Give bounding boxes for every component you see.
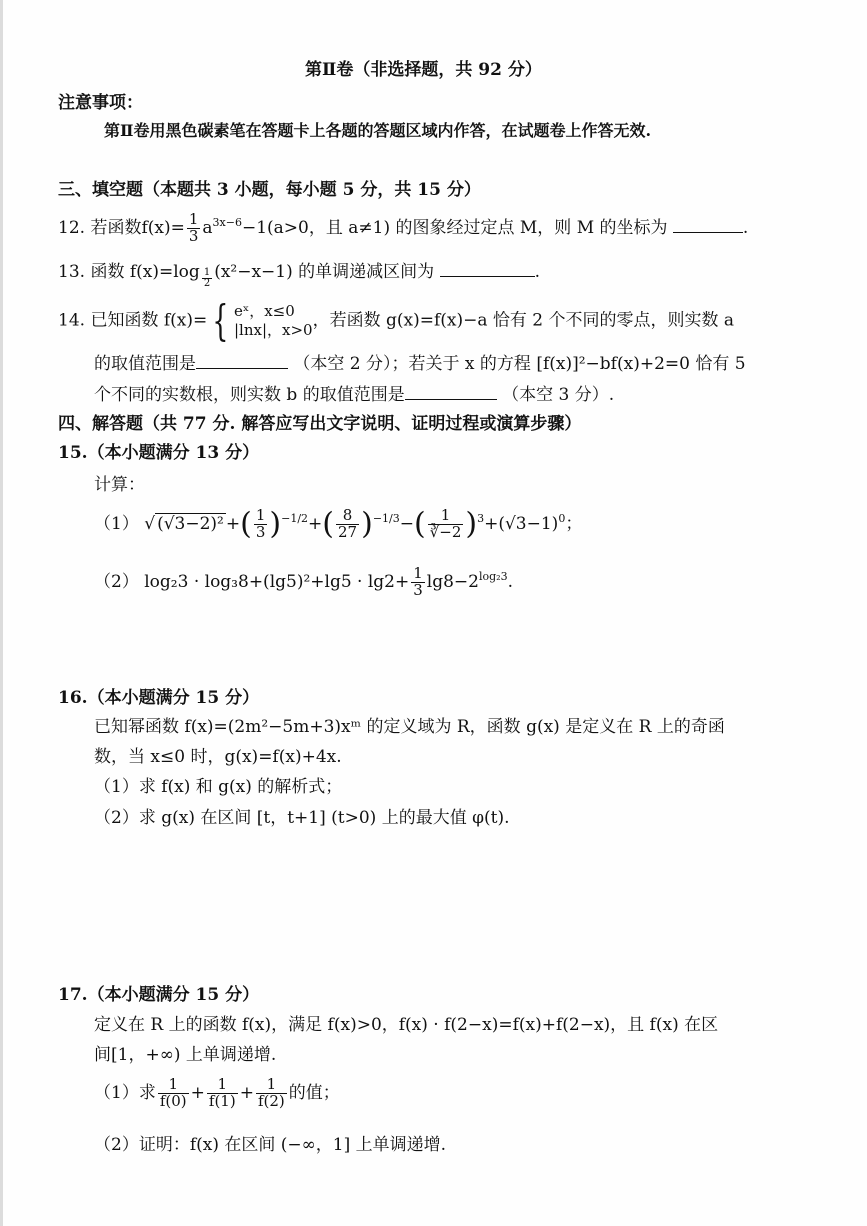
q15-p1-frac2: $\frac{8}{27}$	[338, 506, 358, 541]
q15-p2-frac: $\frac{1}{3}$	[413, 564, 423, 599]
q13-number: 13.	[58, 262, 86, 282]
q17-p1-end: 的值；	[288, 1082, 340, 1103]
q12-f: f(x)=	[141, 217, 185, 238]
question-14	[58, 296, 735, 345]
q14-line2-mid: （本空 2 分）；若关于 x 的方程 [f(x)]²−bf(x)+2=0 恰有 5	[293, 354, 746, 374]
q16-line2: 数，当 x≤0 时，g(x)=f(x)+4x.	[94, 747, 342, 767]
q17-p1-frac2: $\frac{1}{f(1)}$	[208, 1075, 236, 1110]
q17-line2: 间[1，+∞) 上单调递增.	[94, 1045, 277, 1065]
q15-p2-exp: log₂3	[479, 570, 508, 584]
q12-answer-blank	[673, 232, 743, 233]
q15-p2-end: .	[507, 571, 513, 592]
q15-prompt: 计算：	[94, 475, 145, 495]
q17-line1: 定义在 R 上的函数 f(x)，满足 f(x)>0，f(x) · f(2−x)=f(x)+f(2−x)，且 f(x) 在区	[94, 1015, 719, 1035]
q13-arg: (x²−x−1) 的单调递减区间为	[214, 262, 435, 282]
q17-p1-label: （1）求	[94, 1082, 156, 1103]
q14-number: 14.	[58, 310, 86, 331]
q17-p1-frac1: $\frac{1}{f(0)}$	[159, 1075, 187, 1110]
question-14-line3	[94, 385, 614, 405]
q15-p1-exp2: −1/3	[372, 512, 400, 526]
q12-rest: −1(a>0，且 a≠1) 的图象经过定点 M，则 M 的坐标为	[241, 217, 668, 238]
q14-line3-pre: 个不同的实数根，则实数 b 的取值范围是	[94, 385, 405, 405]
q12-exponent: 3x−6	[212, 216, 242, 230]
q14-answer-blank-1	[196, 368, 288, 369]
page-edge	[0, 0, 3, 1226]
q13-log-base: 1 2	[203, 266, 211, 290]
q16-line1: 已知幂函数 f(x)=(2m²−5m+3)xᵐ 的定义域为 R，函数 g(x) 是定义在 R 上的奇函	[94, 717, 725, 737]
q16-title: 16.（本小题满分 15 分）	[58, 688, 260, 708]
q15-p1-end: ；	[565, 513, 583, 534]
notice-title: 注意事项：	[58, 93, 143, 113]
q13-answer-blank	[440, 276, 535, 277]
q12-end: .	[742, 217, 749, 238]
q15-part1: （1） √ (√3−2)² +( $\frac{1}{3}$ )$^{-1/2}$+( $\frac{8}{27}$ )$^{-1/3}$−( $\frac{1}{∛-2}$ )$^3+(√3-1)^0$；	[94, 506, 583, 542]
q14-line3-end: （本空 3 分）.	[502, 385, 615, 405]
q16-part2: （2）求 g(x) 在区间 [t，t+1] (t>0) 上的最大值 φ(t).	[94, 808, 510, 828]
q15-p1-frac3: $\frac{1}{∛-2}$	[429, 506, 462, 541]
q15-p1-exp3: 3	[477, 512, 485, 526]
exam-part-title: 第Ⅱ卷（非选择题，共 92 分）	[305, 60, 542, 80]
q15-p2-expr: log₂3 · log₃8+(lg5)²+lg5 · lg2+	[144, 571, 410, 592]
q15-p1-frac1: $\frac{1}{3}$	[255, 506, 266, 541]
section3-heading: 三、填空题（本题共 3 小题，每小题 5 分，共 15 分）	[58, 180, 481, 200]
section4-heading: 四、解答题（共 77 分. 解答应写出文字说明、证明过程或演算步骤）	[58, 414, 582, 434]
question-13	[58, 262, 540, 290]
q12-number: 12.	[58, 217, 86, 238]
q15-p1-sqrt: √ (√3−2)²	[144, 513, 224, 534]
q14-brace: {	[212, 296, 229, 345]
q15-part2	[94, 566, 513, 599]
q14-answer-blank-2	[405, 399, 497, 400]
q15-p2-label: （2）	[94, 571, 139, 592]
q16-part1: （1）求 f(x) 和 g(x) 的解析式；	[94, 777, 343, 797]
q14-line1-rest: ，若函数 g(x)=f(x)−a 恰有 2 个不同的零点，则实数 a	[312, 310, 735, 331]
q12-pre: 若函数	[90, 217, 142, 238]
q15-title: 15.（本小题满分 13 分）	[58, 443, 260, 463]
q17-title: 17.（本小题满分 15 分）	[58, 985, 260, 1005]
q15-p1-label: （1）	[94, 513, 139, 534]
q15-p1-exp1: −1/2	[281, 512, 309, 526]
q15-p1-term4: (√3−1)	[498, 513, 559, 534]
q13-end: .	[534, 262, 540, 282]
notice-text: 第Ⅱ卷用黑色碳素笔在答题卡上各题的答题区域内作答，在试题卷上作答无效.	[104, 121, 652, 140]
q14-cases: eˣ，x≤0 |lnx|，x>0	[233, 302, 313, 339]
q12-a: a	[202, 217, 213, 238]
q14-pre: 已知函数 f(x)=	[90, 310, 208, 331]
q17-part2: （2）证明：f(x) 在区间 (−∞，1] 上单调递增.	[94, 1135, 447, 1155]
question-12	[58, 212, 748, 245]
q17-part1: （1）求 $\frac{1}{f(0)}$ + $\frac{1}{f(1)}$ + $\frac{1}{f(2)}$ 的值；	[94, 1075, 340, 1110]
q12-fraction: $\frac{1}{3}$	[188, 210, 199, 245]
question-14-line2	[94, 354, 746, 374]
q14-line2-pre: 的取值范围是	[94, 354, 196, 374]
q15-p2-expr2: lg8−2	[426, 571, 479, 592]
q15-p1-exp4: 0	[558, 512, 566, 526]
q13-pre: 函数 f(x)=log	[90, 262, 200, 282]
q17-p1-frac3: $\frac{1}{f(2)}$	[257, 1075, 285, 1110]
